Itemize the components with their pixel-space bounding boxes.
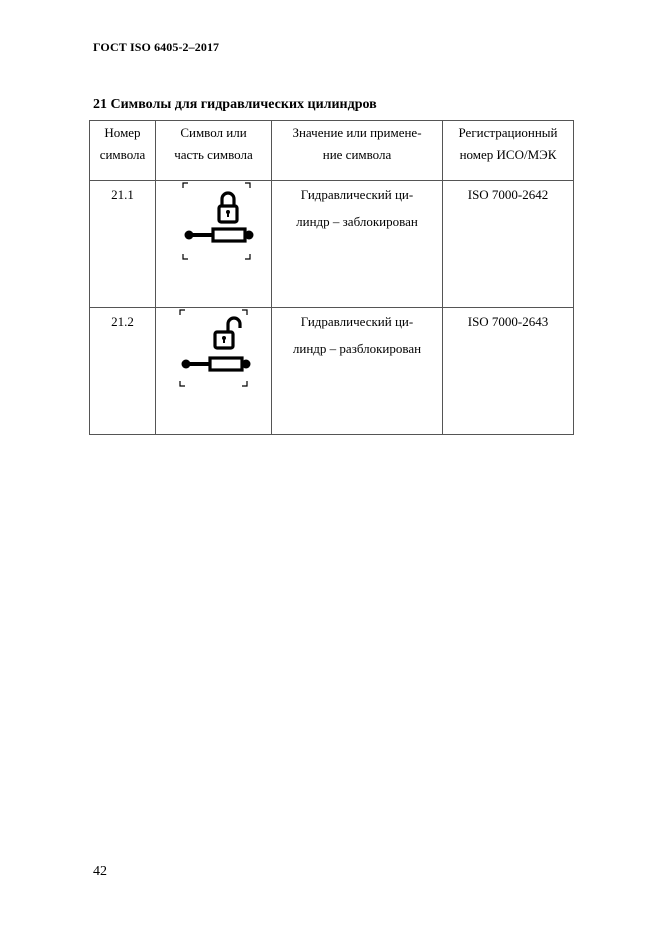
meaning-cell [272,308,443,435]
header-registration [443,121,574,181]
registration-cell: ISO 7000-2642 [443,181,574,308]
header-line: символа [99,147,146,162]
header-symbol-number [90,121,156,181]
section-title: 21 Символы для гидравлических цилиндров [93,97,377,112]
meaning-line: линдр – заблокирован [296,214,418,229]
header-line: Значение или примене- [292,125,422,140]
header-line: Символ или [180,125,247,140]
symbol-cell [156,308,272,435]
meaning-line: Гидравлический ци- [300,187,414,202]
meaning-cell [272,181,443,308]
header-symbol [156,121,272,181]
symbol-cell [156,181,272,308]
hydraulic-cylinder-locked-icon [171,181,257,261]
table-row [90,181,574,308]
registration-cell: ISO 7000-2643 [443,308,574,435]
header-meaning [272,121,443,181]
symbol-number-cell: 21.2 [90,308,156,435]
symbols-table [89,120,574,435]
meaning-line: Гидравлический ци- [300,314,414,329]
header-line: часть символа [174,147,253,162]
meaning-line: линдр – разблокирован [292,341,422,356]
table-row [90,308,574,435]
header-line: Номер [104,125,141,140]
table-header-row [90,121,574,181]
header-line: ние символа [322,147,392,162]
header-line: Регистрационный [458,125,558,140]
header-line: номер ИСО/МЭК [459,147,557,162]
symbol-number-cell: 21.1 [90,181,156,308]
document-header: ГОСТ ISO 6405-2–2017 [93,40,220,54]
page-number: 42 [93,864,107,879]
hydraulic-cylinder-unlocked-icon [171,308,257,388]
